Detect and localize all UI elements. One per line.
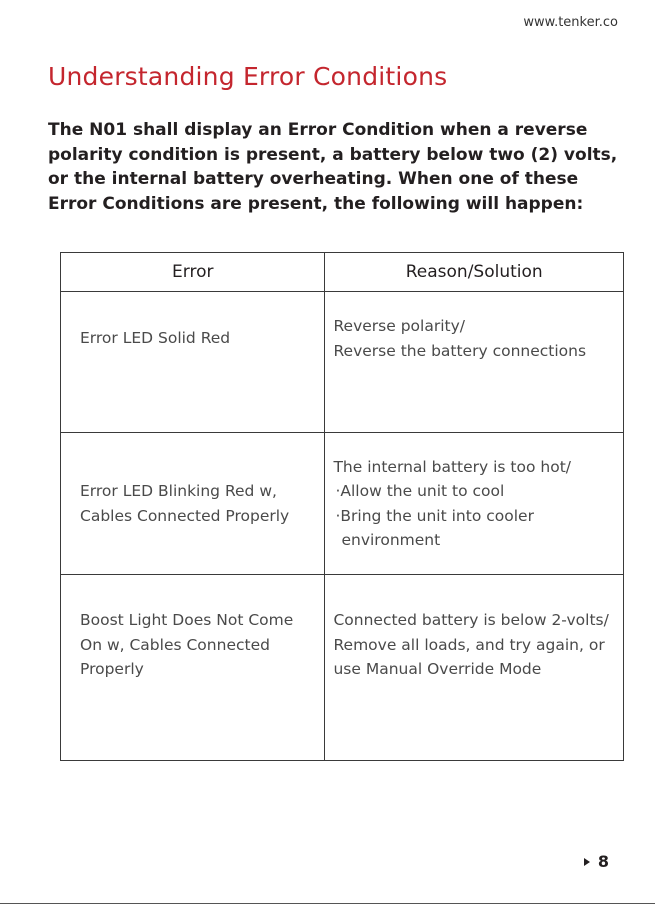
table-header-row — [61, 253, 624, 292]
error-text: Error LED Blinking Red w, — [80, 482, 277, 500]
error-cell — [61, 292, 325, 433]
solution-text: Reverse the battery connections — [333, 341, 587, 360]
error-text: On w, Cables Connected — [80, 635, 270, 654]
table-row — [61, 433, 624, 575]
solution-text: Remove all loads, and try again, or — [333, 635, 605, 654]
reason-text: Reverse polarity/ — [333, 317, 465, 335]
column-header-error: Error — [61, 253, 325, 292]
error-text: Cables Connected Properly — [80, 506, 290, 525]
error-text: Error LED Solid Red — [80, 329, 231, 347]
site-url: www.tenker.co — [523, 15, 618, 30]
error-text: Properly — [80, 660, 144, 678]
triangle-right-icon — [584, 858, 590, 866]
page-footer — [584, 852, 609, 871]
reason-text: The internal battery is too hot/ — [333, 457, 572, 476]
table-row — [61, 575, 624, 761]
solution-text: use Manual Override Mode — [333, 660, 542, 678]
reason-cell — [325, 433, 624, 575]
error-conditions-table — [60, 252, 624, 761]
reason-cell — [325, 292, 624, 433]
column-header-reason: Reason/Solution — [325, 253, 624, 292]
page-number: 8 — [597, 852, 609, 871]
solution-bullet-continuation: environment — [341, 531, 441, 549]
error-cell — [61, 433, 325, 575]
page-title: Understanding Error Conditions — [48, 62, 448, 91]
reason-cell — [325, 575, 624, 761]
reason-text: Connected battery is below 2-volts/ — [333, 611, 609, 629]
solution-bullet: ·Bring the unit into cooler — [335, 506, 534, 525]
table-row — [61, 292, 624, 433]
bottom-divider — [0, 903, 655, 904]
solution-bullet: ·Allow the unit to cool — [335, 482, 505, 500]
intro-paragraph: The N01 shall display an Error Condition when a reverse polarity condition is present, a battery below two (2) volts, or the internal battery overheating. When one of these Error Conditions are present, the following will happen: — [48, 120, 618, 214]
error-cell — [61, 575, 325, 761]
error-text: Boost Light Does Not Come — [80, 611, 294, 629]
